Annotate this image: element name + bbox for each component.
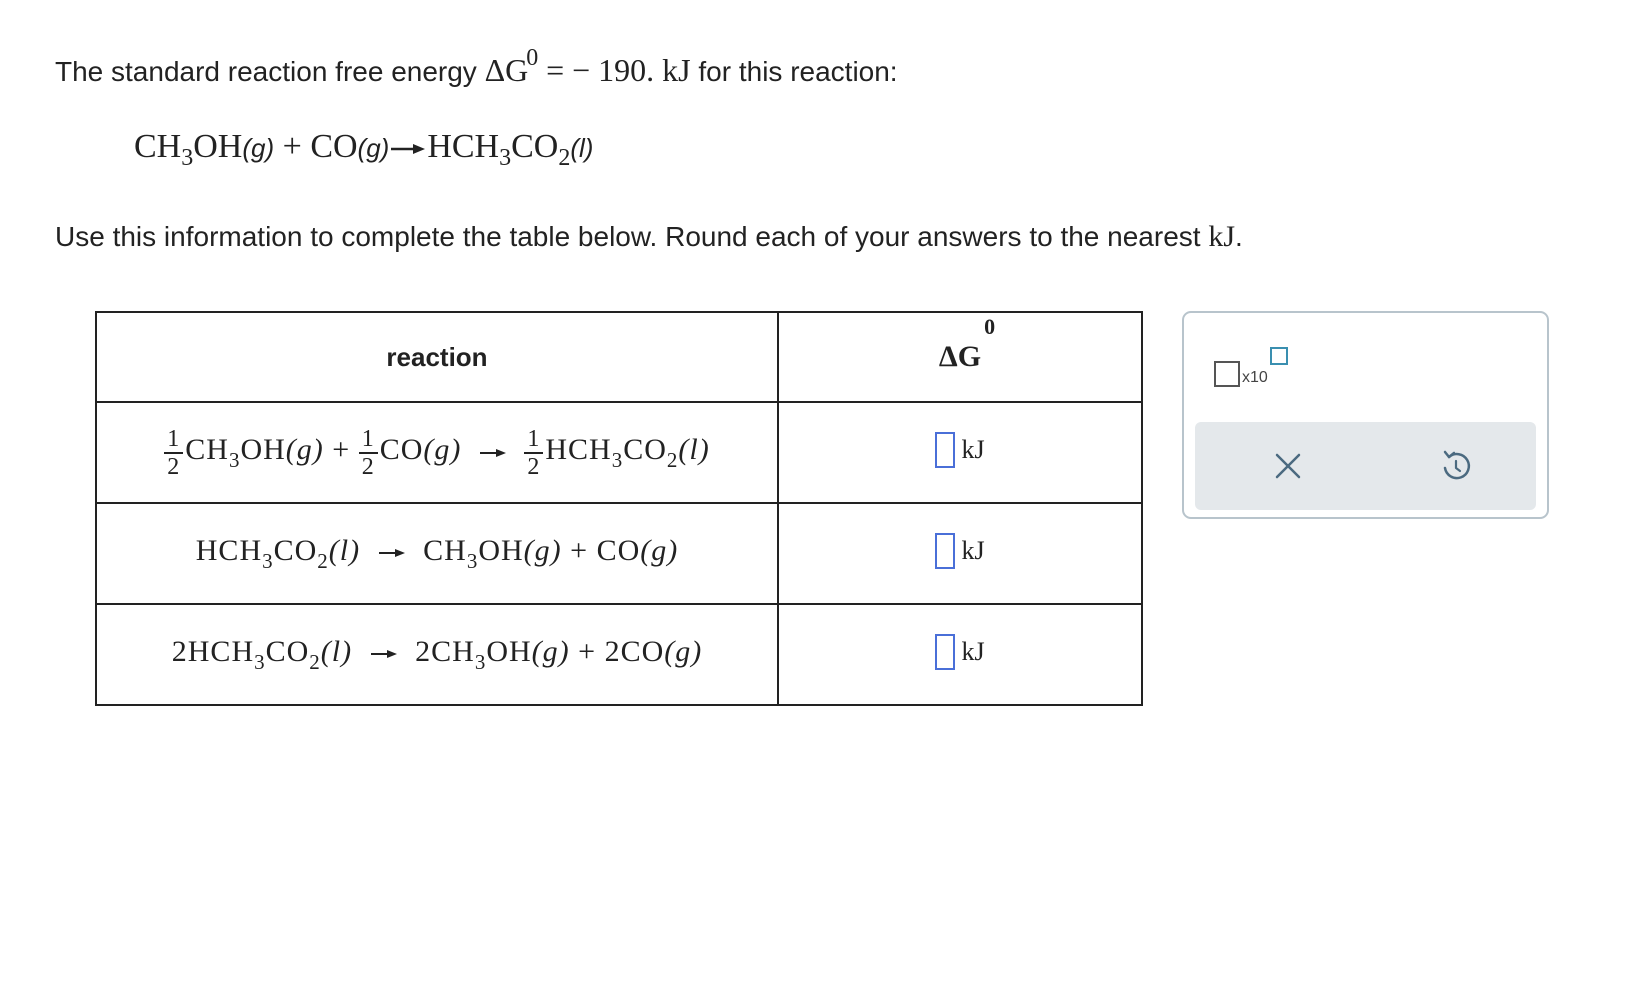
mantissa-box-icon	[1214, 361, 1240, 387]
eq-product-tail: CO	[511, 128, 559, 165]
row1-answer-cell	[778, 402, 1142, 503]
header-delta-g	[778, 312, 1142, 402]
intro-prefix: The standard reaction free energy	[55, 56, 477, 87]
table-row	[96, 503, 1142, 604]
row2-answer-cell	[778, 503, 1142, 604]
eq-product-sub2: 2	[558, 145, 571, 171]
exponent-box-icon	[1270, 347, 1288, 365]
action-bar	[1195, 422, 1536, 510]
row1-reaction: $\frac{1}{2}$ $CH_3OH(g)$ + $\frac{1}{2}$ CO(g) $\frac{1}{2}$ $HCH_3CO_2(l)$	[96, 402, 778, 503]
delta-g-superscript: 0	[526, 45, 539, 71]
instruction-end: .	[1235, 221, 1243, 252]
unit-label: kJ	[961, 536, 985, 565]
table-header-row	[96, 312, 1142, 402]
delta-g-input-2[interactable]	[935, 533, 955, 569]
problem-intro	[55, 45, 898, 89]
eq-reactant1-sub: 3	[181, 145, 194, 171]
eq-product-sub1: 3	[499, 145, 512, 171]
instruction	[55, 220, 1243, 254]
delta-g-value: = − 190. kJ	[546, 52, 691, 88]
eq-reactant2: CO	[310, 128, 358, 165]
delta-g-input-3[interactable]	[935, 634, 955, 670]
reaction-equation	[134, 128, 593, 172]
header-dg-symbol: ΔG	[938, 340, 982, 373]
scientific-notation-button[interactable]	[1214, 347, 1284, 391]
table-row	[96, 402, 1142, 503]
reaction-arrow-icon	[391, 141, 425, 157]
eq-product-state: (l)	[570, 133, 594, 163]
eq-reactant2-state: (g)	[357, 133, 390, 163]
answer-toolbox	[1182, 311, 1549, 519]
row2-reaction: $HCH_3CO_2(l) CH_3OH(g) + CO(g)$	[96, 503, 778, 604]
x10-label: x10	[1242, 369, 1268, 386]
eq-reactant1-state: (g)	[242, 133, 275, 163]
unit-label: kJ	[961, 637, 985, 666]
eq-product: HCH	[427, 128, 500, 165]
close-icon[interactable]	[1271, 449, 1305, 483]
fraction-half: $\frac{1}{2}$	[524, 426, 543, 480]
header-reaction: reaction	[96, 312, 778, 402]
fraction-half: $\frac{1}{2}$	[359, 426, 378, 480]
row3-answer-cell	[778, 604, 1142, 705]
undo-icon[interactable]	[1439, 448, 1473, 484]
table-row	[96, 604, 1142, 705]
header-dg-sup: 0	[984, 314, 996, 339]
eq-plus: +	[282, 128, 302, 165]
unit-label: kJ	[961, 435, 985, 464]
eq-reactant1: CH	[134, 128, 182, 165]
reaction-arrow-icon	[379, 547, 405, 559]
instruction-text: Use this information to complete the table below. Round each of your answers to the nearest	[55, 221, 1201, 252]
delta-g-input-1[interactable]	[935, 432, 955, 468]
fraction-half: $\frac{1}{2}$	[164, 426, 183, 480]
row3-reaction: $2HCH_3CO_2(l) 2CH_3OH(g) + 2CO(g)$	[96, 604, 778, 705]
reaction-arrow-icon	[480, 447, 506, 459]
delta-g-symbol: ΔG	[484, 52, 529, 88]
reaction-table	[95, 311, 1143, 706]
intro-suffix: for this reaction:	[698, 56, 898, 87]
instruction-unit: kJ	[1208, 220, 1236, 253]
eq-reactant1-tail: OH	[193, 128, 243, 165]
reaction-arrow-icon	[371, 648, 397, 660]
